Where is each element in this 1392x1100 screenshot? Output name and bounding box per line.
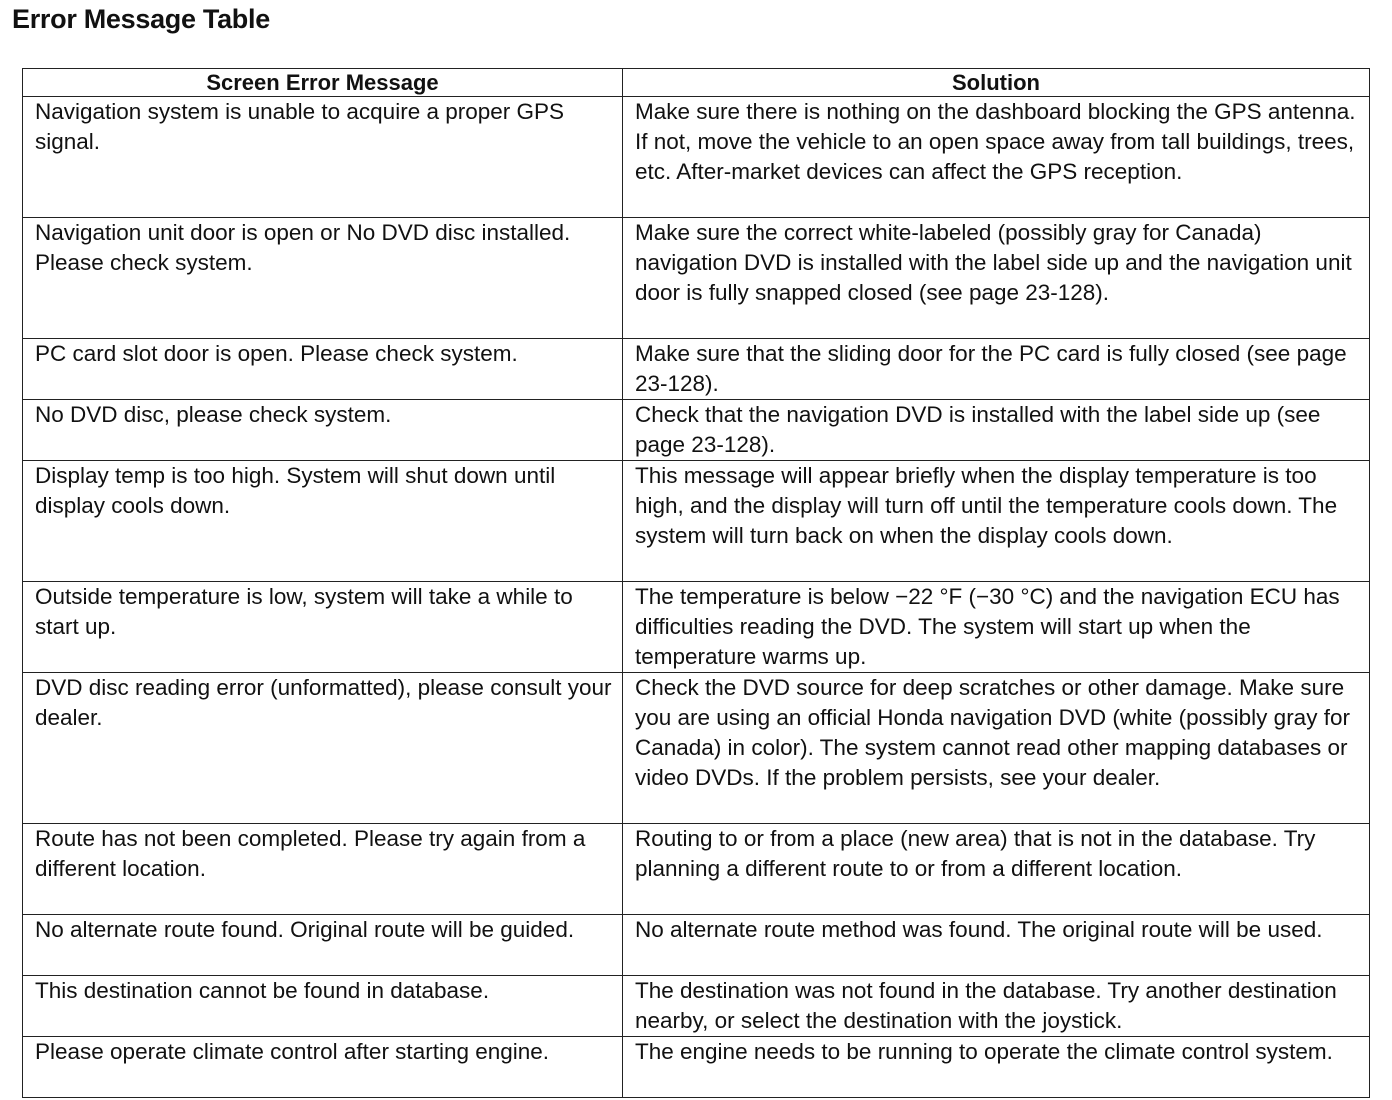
solution-cell: The destination was not found in the database. Try another destination nearby, or select the destination with the joystick.: [623, 976, 1370, 1037]
solution-cell: Routing to or from a place (new area) that is not in the database. Try planning a different route to or from a different location.: [623, 824, 1370, 915]
error-message-cell: No alternate route found. Original route will be guided.: [23, 915, 623, 976]
table-row: [23, 339, 1370, 400]
solution-cell: Check that the navigation DVD is installed with the label side up (see page 23-128).: [623, 400, 1370, 461]
solution-cell: The temperature is below −22 °F (−30 °C) and the navigation ECU has difficulties reading the DVD. The system will start up when the temperature warms up.: [623, 582, 1370, 673]
page-title: Error Message Table: [12, 4, 270, 34]
table-row: [23, 582, 1370, 673]
column-header-screen-error-message: Screen Error Message: [23, 69, 623, 97]
error-message-cell: Outside temperature is low, system will take a while to start up.: [23, 582, 623, 673]
table-header-row: [23, 69, 1370, 97]
table-row: [23, 1037, 1370, 1098]
solution-cell: This message will appear briefly when the display temperature is too high, and the display will turn off until the temperature cools down. The system will turn back on when the display cools down.: [623, 461, 1370, 582]
table-row: [23, 673, 1370, 824]
table-row: [23, 824, 1370, 915]
table-row: [23, 218, 1370, 339]
column-header-solution: Solution: [623, 69, 1370, 97]
error-message-cell: Navigation system is unable to acquire a proper GPS signal.: [23, 97, 623, 218]
error-message-cell: This destination cannot be found in database.: [23, 976, 623, 1037]
error-message-table: [22, 68, 1370, 1098]
error-message-cell: Navigation unit door is open or No DVD disc installed. Please check system.: [23, 218, 623, 339]
solution-cell: No alternate route method was found. The original route will be used.: [623, 915, 1370, 976]
table-row: [23, 976, 1370, 1037]
solution-cell: Make sure there is nothing on the dashboard blocking the GPS antenna. If not, move the vehicle to an open space away from tall buildings, trees, etc. After-market devices can affect the GPS reception.: [623, 97, 1370, 218]
error-message-cell: Route has not been completed. Please try again from a different location.: [23, 824, 623, 915]
solution-cell: Make sure that the sliding door for the PC card is fully closed (see page 23-128).: [623, 339, 1370, 400]
error-message-cell: PC card slot door is open. Please check system.: [23, 339, 623, 400]
error-message-cell: DVD disc reading error (unformatted), please consult your dealer.: [23, 673, 623, 824]
error-message-cell: Display temp is too high. System will shut down until display cools down.: [23, 461, 623, 582]
error-message-cell: No DVD disc, please check system.: [23, 400, 623, 461]
table-row: [23, 400, 1370, 461]
table-row: [23, 461, 1370, 582]
solution-cell: The engine needs to be running to operate the climate control system.: [623, 1037, 1370, 1098]
solution-cell: Make sure the correct white-labeled (possibly gray for Canada) navigation DVD is installed with the label side up and the navigation unit door is fully snapped closed (see page 23-128).: [623, 218, 1370, 339]
solution-cell: Check the DVD source for deep scratches or other damage. Make sure you are using an official Honda navigation DVD (white (possibly gray for Canada) in color). The system cannot read other mapping databases or video DVDs. If the problem persists, see your dealer.: [623, 673, 1370, 824]
table-row: [23, 97, 1370, 218]
error-message-cell: Please operate climate control after starting engine.: [23, 1037, 623, 1098]
table-row: [23, 915, 1370, 976]
